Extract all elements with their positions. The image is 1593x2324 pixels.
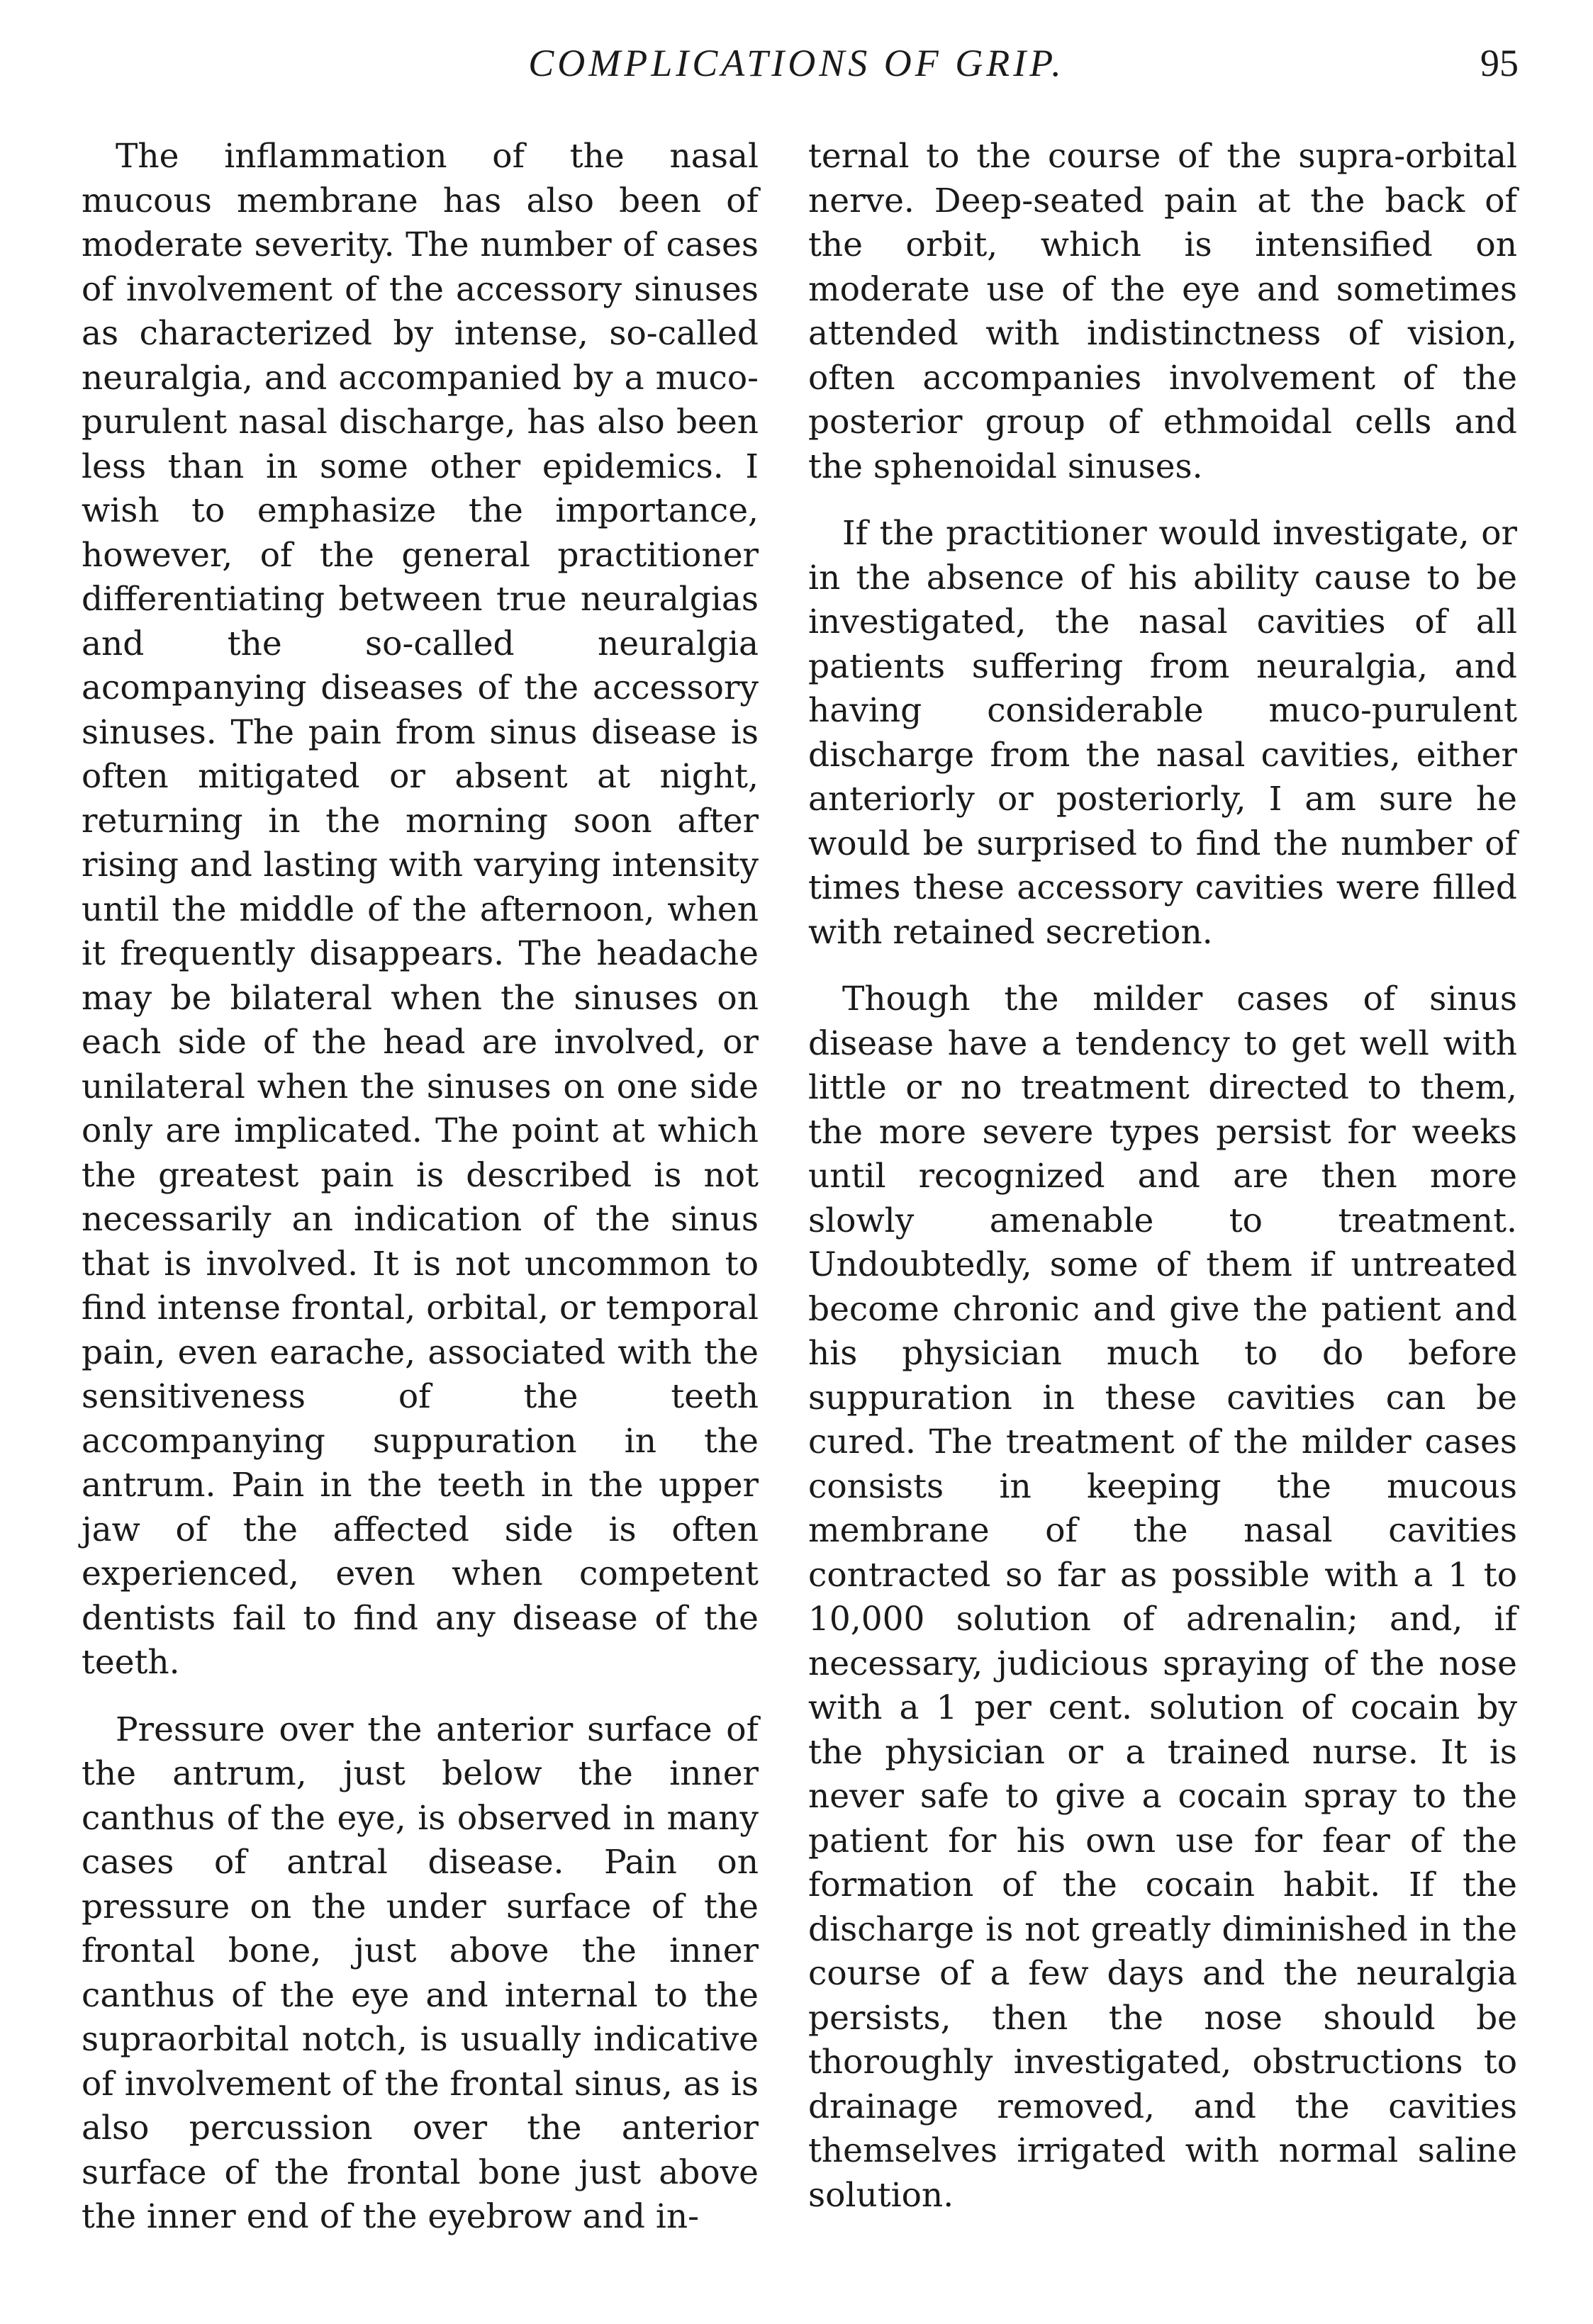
right-column [808,135,1517,2218]
paragraph: Pressure over the anterior surface of the antrum, just below the inner canthus of the eye, is observed in many cases of antral disease. Pain on pressure on the under surface of the frontal bone, just above the inner canthus of the eye and internal to the supraorbital notch, is usually indicative of involvement of the frontal sinus, as is also percussion over the anterior surface of the frontal bone just above the inner end of the eyebrow and in- [82,1710,759,2236]
running-title: COMPLICATIONS OF GRIP. [528,42,1065,84]
paragraph: If the practitioner would investigate, or in the absence of his ability cause to be investigated, the nasal cavities of all patients suffering from neuralgia, and having considerable muco-purulent discharge from the nasal cavities, either anteriorly or posteriorly, I am sure he would be surprised to find the number of times these accessory cavities were filled with retained secretion. [808,514,1517,952]
left-column [82,135,759,2240]
page-header [0,37,1593,101]
paragraph: ternal to the course of the supra-orbital nerve. Deep-seated pain at the back of the orbit, which is intensified on moderate use of the eye and sometimes attended with indistinctness of vision, often accompanies involvement of the posterior group of ethmoidal cells and the sphenoidal sinuses. [808,137,1517,486]
paragraph: The inflammation of the nasal mucous membrane has also been of moderate severity. The number of cases of involvement of the accessory sinuses as characterized by intense, so-called neuralgia, and accompanied by a muco-purulent nasal discharge, has also been less than in some other epidemics. I wish to emphasize the importance, however, of the general practitioner differentiating between true neuralgias and the so-called neuralgia acompanying diseases of the accessory sinuses. The pain from sinus disease is often mitigated or absent at night, returning in the morning soon after rising and lasting with varying intensity until the middle of the afternoon, when it frequently disappears. The headache may be bilateral when the sinuses on each side of the head are involved, or unilateral when the sinuses on one side only are implicated. The point at which the greatest pain is described is not necessarily an indication of the sinus that is involved. It is not uncommon to find intense frontal, orbital, or temporal pain, even earache, associated with the sensitiveness of the teeth accompanying suppuration in the antrum. Pain in the teeth in the upper jaw of the affected side is often experienced, even when competent dentists fail to find any disease of the teeth. [82,137,759,1682]
paragraph: Though the milder cases of sinus disease have a tendency to get well with little or no treatment directed to them, the more severe types persist for weeks until recognized and are then more slowly amenable to treatment. Undoubtedly, some of them if untreated become chronic and give the patient and his physician much to do before suppuration in these cavities can be cured. The treatment of the milder cases consists in keeping the mucous membrane of the nasal cavities contracted so far as possible with a 1 to 10,000 solution of adrenalin; and, if necessary, judicious spraying of the nose with a 1 per cent. solution of cocain by the physician or a trained nurse. It is never safe to give a cocain spray to the patient for his own use for fear of the formation of the cocain habit. If the discharge is not greatly diminished in the course of a few days and the neuralgia persists, then the nose should be thoroughly investigated, obstructions to drainage removed, and the cavities themselves irrigated with normal saline solution. [808,979,1517,2215]
page-number: 95 [1480,42,1519,84]
